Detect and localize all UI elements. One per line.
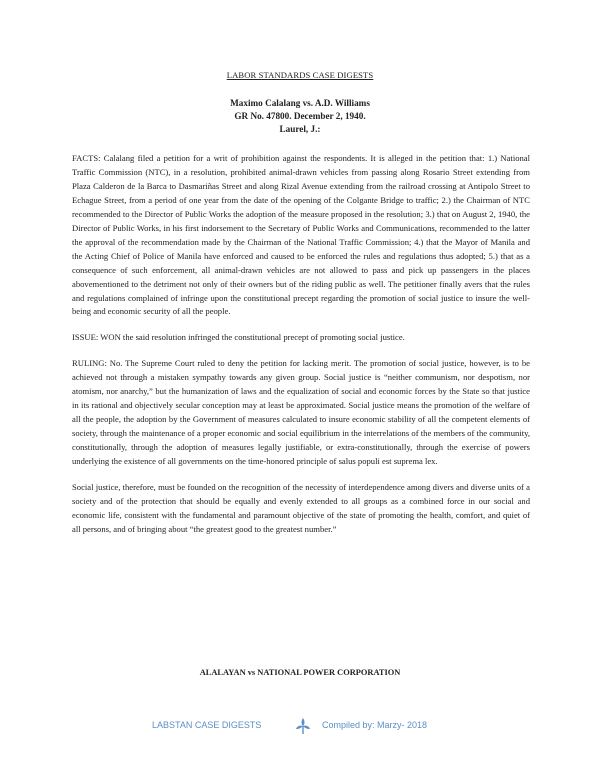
ponente: Laurel, J.: (279, 124, 321, 134)
issue-paragraph: ISSUE: WON the said resolution infringed the constitutional precept of promoting social justice. (72, 332, 405, 343)
case-heading (0, 97, 600, 136)
next-case-title: ALALAYAN vs NATIONAL POWER CORPORATION (199, 668, 401, 677)
footer-right-text: Compiled by: Marzy- 2018 (322, 720, 428, 730)
case-body (72, 152, 530, 549)
footer-left-text: LABSTAN CASE DIGESTS (152, 720, 262, 730)
ruling-paragraph: RULING: No. The Supreme Court ruled to deny the petition for lacking merit. The promotion of social justice, however, is to be achieved not through a mistaken sympathy towards any given group. Social justice is “neither communism, nor despotism, nor atomism, nor anarchy,” but the humanization of laws and the equalization of social and economic forces by the State so that justice in its rational and objectively secular conception may at least be approximated. Social justice means the promotion of the welfare of all the people, the adoption by the Government of measures calculated to insure economic stability of all the competent elements of society, through the maintenance of a proper economic and social equilibrium in the interrelations of the members of the community, constitutionally, through the adoption of measures legally justifiable, or extra-constitutionally, through the exercise of powers underlying the existence of all governments on the time-honored principle of salus populi est suprema lex. (72, 358, 530, 467)
document-header: LABOR STANDARDS CASE DIGESTS (226, 70, 374, 80)
case-number: GR No. 47800. December 2, 1940. (234, 111, 366, 121)
facts-paragraph: FACTS: Calalang filed a petition for a writ of prohibition against the respondents. It is alleged in the petition that: 1.) National Traffic Commission (NTC), in a resolution, prohibited animal-drawn vehicles from passing along Rosario Street extending from Plaza Calderon de la Barca to Dasmariñas Street and along Rizal Avenue extending from the railroad crossing at Antipolo Street to Echague Street, from a period of one year from the date of the opening of the Colgante Bridge to traffic; 2.) the Chairman of NTC recommended to the Director of Public Works the adoption of the measure proposed in the resolution; 3.) that on August 2, 1940, the Director of Public Works, in his first indorsement to the Secretary of Public Works and Communications, recommended to the latter the approval of the recommendation made by the Chairman of the National Traffic Commission; 4.) that the Mayor of Manila and the Acting Chief of Police of Manila have enforced and caused to be enforced the rules and regulations thus adopted; 5.) that as a consequence of such enforcement, all animal-drawn vehicles are not allowed to pass and pick up passengers in the places abovementioned to the detriment not only of their owners but of the riding public as well. The petitioner finally avers that the rules and regulations complained of infringe upon the constitutional precept regarding the promotion of social justice to insure the well-being and economic security of all the people. (72, 153, 530, 317)
conclusion-paragraph: Social justice, therefore, must be founded on the recognition of the necessity of interdependence among divers and diverse units of a society and of the protection that should be equally and evenly extended to all groups as a combined force in our social and economic life, consistent with the fundamental and paramount objective of the state of promoting the health, comfort, and quiet of all persons, and of bringing about “the greatest good to the greatest number.” (72, 482, 530, 534)
page-footer (0, 716, 600, 736)
fleur-ornament-icon (293, 716, 313, 736)
case-title: Maximo Calalang vs. A.D. Williams (230, 98, 370, 108)
